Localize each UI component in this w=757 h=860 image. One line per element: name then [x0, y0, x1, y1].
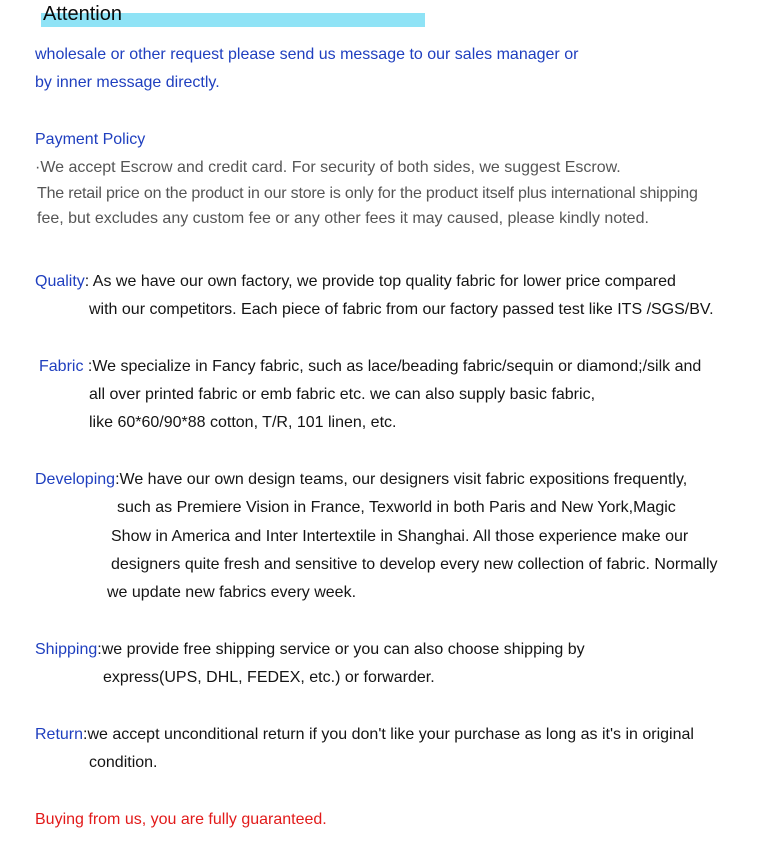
shipping-line-2: express(UPS, DHL, FEDEX, etc.) or forwarder. [103, 669, 435, 686]
return-line-2: condition. [89, 754, 158, 771]
shipping-paragraph [35, 640, 585, 660]
shipping-label: Shipping [35, 641, 98, 658]
fabric-line-3: like 60*60/90*88 cotton, T/R, 101 linen, etc. [89, 414, 397, 431]
developing-line-3: Show in America and Inter Intertextile in Shanghai. All those experience make our [111, 528, 689, 545]
page-title: Attention [43, 3, 122, 25]
fabric-label: Fabric [39, 358, 84, 375]
developing-line-4: designers quite fresh and sensitive to develop every new collection of fabric. Normally [111, 556, 718, 573]
fabric-line-1: :We specialize in Fancy fabric, such as lace/beading fabric/sequin or diamond;/silk and [83, 358, 702, 375]
developing-paragraph [35, 470, 687, 490]
intro-line-1: wholesale or other request please send us message to our sales manager or [35, 46, 579, 63]
return-line-1: :we accept unconditional return if you don't like your purchase as long as it's in original [83, 726, 694, 743]
developing-line-5: we update new fabrics every week. [107, 584, 357, 601]
payment-line-2: The retail price on the product in our store is only for the product itself plus international shipping [37, 185, 698, 202]
payment-heading: Payment Policy [35, 131, 146, 148]
return-label: Return [35, 726, 84, 743]
developing-label: Developing [35, 471, 116, 488]
guarantee-text: Buying from us, you are fully guaranteed. [35, 811, 327, 828]
developing-line-2: such as Premiere Vision in France, Texworld in both Paris and New York,Magic [117, 499, 676, 516]
fabric-line-2: all over printed fabric or emb fabric etc. we can also supply basic fabric, [89, 386, 596, 403]
payment-line-1: ·We accept Escrow and credit card. For security of both sides, we suggest Escrow. [35, 159, 621, 176]
quality-line-1: : As we have our own factory, we provide top quality fabric for lower price compared [84, 273, 676, 290]
payment-line-3: fee, but excludes any custom fee or any other fees it may caused, please kindly noted. [37, 210, 649, 227]
shipping-line-1: :we provide free shipping service or you can also choose shipping by [97, 641, 585, 658]
quality-line-2: with our competitors. Each piece of fabric from our factory passed test like ITS /SGS/BV. [89, 301, 714, 318]
quality-paragraph [35, 272, 676, 292]
intro-line-2: by inner message directly. [35, 74, 220, 91]
developing-line-1: :We have our own design teams, our designers visit fabric expositions frequently, [115, 471, 688, 488]
return-paragraph [35, 725, 694, 745]
quality-label: Quality [35, 273, 85, 290]
fabric-paragraph [39, 357, 701, 377]
